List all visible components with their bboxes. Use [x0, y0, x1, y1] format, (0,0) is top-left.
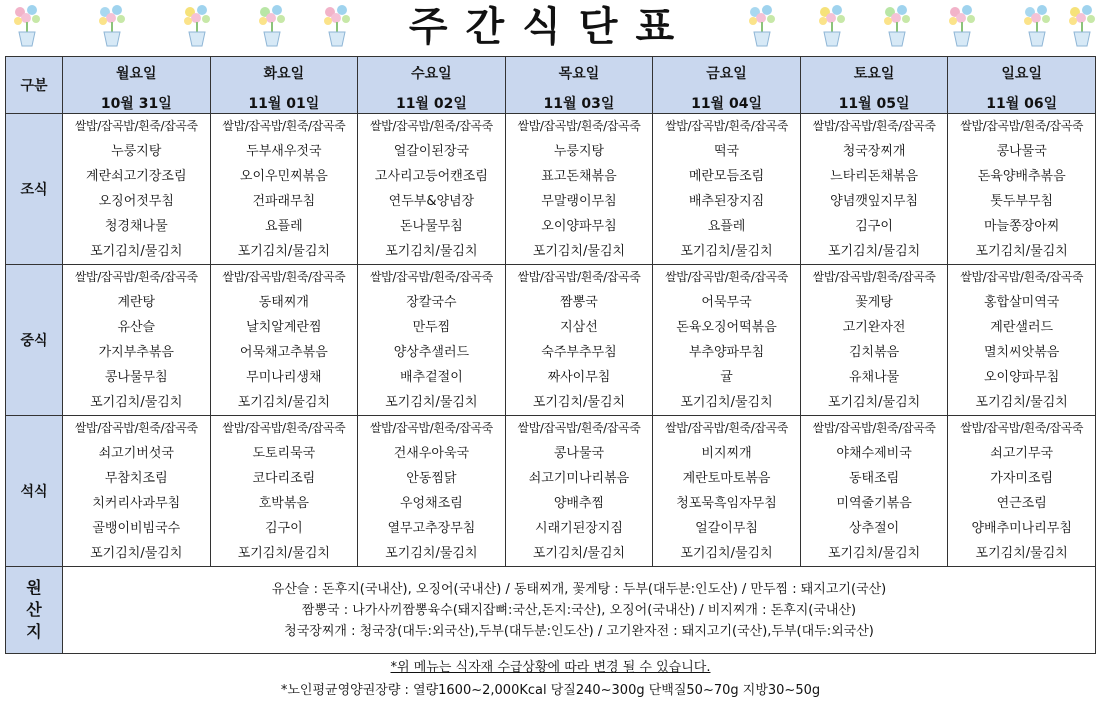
menu-item: 포기김치/물김치	[90, 546, 183, 561]
day-header	[505, 57, 653, 114]
menu-item: 오이우민찌볶음	[239, 169, 328, 184]
menu-item: 안동찜닭	[406, 471, 457, 486]
menu-item: 계란샐러드	[990, 320, 1054, 335]
day-name: 목요일	[558, 66, 600, 82]
menu-item: 쌀밥/잡곡밥/흰죽/잡곡죽	[517, 119, 641, 133]
weekly-menu-table	[5, 56, 1096, 654]
menu-item: 만두찜	[412, 320, 451, 335]
menu-item: 포기김치/물김치	[237, 395, 330, 410]
menu-item: 쌀밥/잡곡밥/흰죽/잡곡죽	[222, 421, 346, 435]
origin-info	[63, 567, 1096, 654]
menu-item: 도토리묵국	[252, 446, 316, 461]
menu-item: 짜사이무침	[547, 370, 611, 385]
menu-item: 포기김치/물김치	[385, 244, 478, 259]
menu-item: 우엉채조림	[400, 496, 463, 511]
flower-pot-icon	[10, 2, 44, 48]
menu-item: 호박볶음	[258, 496, 309, 511]
page-header	[0, 0, 1101, 54]
menu-item: 어묵무국	[701, 295, 752, 310]
menu-item: 멸치씨앗볶음	[984, 345, 1060, 360]
menu-item: 콩나물무침	[104, 370, 168, 385]
menu-item: 쌀밥/잡곡밥/흰죽/잡곡죽	[74, 421, 198, 435]
menu-item: 쌀밥/잡곡밥/흰죽/잡곡죽	[812, 119, 936, 133]
menu-item: 쌀밥/잡곡밥/흰죽/잡곡죽	[369, 119, 493, 133]
menu-item: 무참치조림	[104, 471, 168, 486]
day-date: 11월 02일	[395, 96, 467, 112]
menu-item: 쌀밥/잡곡밥/흰죽/잡곡죽	[665, 421, 788, 435]
meal-row	[6, 114, 1096, 265]
menu-item: 포기김치/물김치	[975, 546, 1068, 561]
menu-item: 날치알계란찜	[246, 320, 322, 335]
menu-item: 메란모듬조림	[688, 169, 765, 184]
day-date: 11월 06일	[986, 96, 1058, 112]
flower-pot-icon	[255, 2, 289, 48]
day-header	[63, 57, 211, 114]
menu-item: 비지찌개	[701, 446, 752, 461]
menu-item: 포기김치/물김치	[975, 244, 1068, 259]
menu-cell	[948, 416, 1096, 567]
menu-item: 얼갈이무침	[695, 521, 758, 536]
menu-item: 쇠고기미나리볶음	[528, 471, 630, 486]
day-date: 11월 05일	[838, 96, 910, 112]
menu-item: 쌀밥/잡곡밥/흰죽/잡곡죽	[960, 270, 1084, 284]
menu-item: 요플레	[265, 219, 303, 234]
day-name: 일요일	[1001, 66, 1042, 82]
menu-item: 포기김치/물김치	[680, 546, 773, 561]
menu-item: 쌀밥/잡곡밥/흰죽/잡곡죽	[517, 421, 641, 435]
origin-label-char: 지	[26, 622, 42, 641]
menu-item: 계란탕	[117, 295, 156, 310]
day-name: 수요일	[411, 66, 452, 82]
day-date: 10월 31일	[100, 96, 172, 112]
menu-item: 쌀밥/잡곡밥/흰죽/잡곡죽	[812, 421, 936, 435]
day-header	[800, 57, 948, 114]
menu-item: 오징어젓무침	[98, 194, 174, 209]
menu-item: 포기김치/물김치	[680, 244, 773, 259]
menu-cell	[653, 114, 801, 265]
menu-cell	[948, 265, 1096, 416]
menu-item: 쇠고기버섯국	[98, 446, 174, 461]
menu-item: 포기김치/물김치	[680, 395, 773, 410]
flower-pot-icon	[320, 2, 354, 48]
flower-pot-icon	[945, 2, 979, 48]
menu-cell	[63, 114, 211, 265]
menu-item: 동태찌개	[258, 295, 309, 310]
menu-cell	[358, 416, 506, 567]
menu-item: 계란쇠고기장조림	[86, 169, 187, 184]
menu-item: 유산슬	[117, 320, 156, 335]
menu-item: 포기김치/물김치	[237, 244, 330, 259]
flower-pot-icon	[1065, 2, 1099, 48]
menu-item: 오이양파무침	[541, 219, 617, 234]
menu-cell	[358, 265, 506, 416]
menu-item: 배추겉절이	[400, 370, 463, 385]
menu-item: 가지부추볶음	[98, 345, 174, 360]
menu-cell	[358, 114, 506, 265]
menu-item: 포기김치/물김치	[385, 395, 478, 410]
menu-item: 포기김치/물김치	[237, 546, 330, 561]
menu-item: 김치볶음	[848, 345, 900, 360]
menu-item: 쌀밥/잡곡밥/흰죽/잡곡죽	[74, 119, 198, 133]
menu-item: 돈나물무침	[400, 219, 463, 234]
menu-item: 쌀밥/잡곡밥/흰죽/잡곡죽	[517, 270, 641, 284]
menu-cell	[948, 114, 1096, 265]
menu-item: 양상추샐러드	[393, 345, 470, 360]
page-title: 주간식단표	[408, 4, 693, 50]
menu-cell	[210, 114, 358, 265]
menu-cell	[800, 416, 948, 567]
menu-item: 지삼선	[560, 320, 598, 335]
menu-item: 누룽지탕	[553, 144, 605, 159]
menu-item: 건새우아욱국	[393, 446, 470, 461]
menu-item: 양배추미나리무침	[971, 521, 1072, 536]
day-date: 11월 03일	[543, 96, 615, 112]
menu-item: 쌀밥/잡곡밥/흰죽/잡곡죽	[74, 270, 198, 284]
origin-line: 유산슬 : 돈후지(국내산), 오징어(국내산) / 동태찌개, 꽃게탕 : 두부(대두분:인도산) / 만두찜 : 돼지고기(국산)	[271, 581, 887, 597]
day-date: 11월 04일	[691, 96, 762, 112]
menu-cell	[505, 265, 653, 416]
menu-item: 표고돈채볶음	[541, 169, 617, 184]
menu-item: 시래기된장지짐	[535, 521, 623, 536]
menu-item: 김구이	[855, 219, 893, 234]
menu-item: 누룽지탕	[111, 144, 162, 159]
flower-pot-icon	[880, 2, 914, 48]
day-header	[653, 57, 801, 114]
menu-cell	[800, 114, 948, 265]
origin-line: 청국장찌개 : 청국장(대두:외국산),두부(대두분:인도산) / 고기완자전 : 돼지고기(국산),두부(대두:외국산)	[284, 623, 874, 639]
day-header	[358, 57, 506, 114]
menu-item: 콩나물국	[996, 144, 1047, 159]
menu-item: 떡국	[713, 144, 740, 159]
menu-change-notice: *위 메뉴는 식자재 수급상황에 따라 변경 될 수 있습니다.	[390, 660, 711, 675]
menu-cell	[653, 265, 801, 416]
menu-item: 무말랭이무침	[541, 194, 617, 209]
nutrition-guideline: *노인평균영양권장량 : 열량1600~2,000Kcal 당질240~300g 단백질50~70g 지방30~50g	[280, 683, 821, 698]
menu-item: 열무고추장무침	[387, 521, 476, 536]
menu-item: 요플레	[707, 219, 746, 234]
menu-cell	[800, 265, 948, 416]
menu-item: 꽃게탕	[855, 295, 893, 310]
origin-line: 짬뽕국 : 나가사끼짬뽕육수(돼지잡뼈:국산,돈지:국산), 오징어(국내산) / 비지찌개 : 돈후지(국내산)	[301, 602, 857, 618]
menu-item: 고기완자전	[842, 320, 906, 335]
menu-item: 치커리사과무침	[92, 496, 181, 511]
menu-item: 포기김치/물김치	[827, 546, 921, 561]
menu-item: 포기김치/물김치	[532, 244, 626, 259]
menu-item: 느타리돈채볶음	[830, 169, 919, 184]
menu-item: 코다리조림	[252, 471, 316, 486]
menu-item: 쌀밥/잡곡밥/흰죽/잡곡죽	[369, 421, 493, 435]
menu-item: 어묵채고추볶음	[239, 345, 328, 360]
menu-item: 쌀밥/잡곡밥/흰죽/잡곡죽	[960, 421, 1084, 435]
menu-cell	[210, 265, 358, 416]
meal-label: 석식	[6, 416, 63, 567]
menu-item: 청국장찌개	[842, 144, 906, 159]
menu-item: 장칼국수	[406, 295, 457, 310]
menu-item: 청경채나물	[104, 219, 168, 234]
menu-item: 포기김치/물김치	[975, 395, 1068, 410]
menu-item: 돈육양배추볶음	[977, 169, 1066, 184]
menu-item: 동태조림	[848, 471, 900, 486]
meal-row	[6, 265, 1096, 416]
origin-label	[6, 567, 63, 654]
menu-item: 계란토마토볶음	[682, 471, 771, 486]
menu-item: 짬뽕국	[560, 295, 598, 310]
menu-item: 유채나물	[848, 370, 900, 385]
menu-cell	[210, 416, 358, 567]
menu-item: 쌀밥/잡곡밥/흰죽/잡곡죽	[369, 270, 493, 284]
menu-item: 쌀밥/잡곡밥/흰죽/잡곡죽	[665, 270, 788, 284]
menu-item: 양배추찜	[553, 496, 605, 511]
menu-item: 돈육오징어떡볶음	[676, 320, 777, 335]
menu-item: 포기김치/물김치	[385, 546, 478, 561]
menu-item: 포기김치/물김치	[90, 395, 183, 410]
menu-cell	[63, 416, 211, 567]
day-date: 11월 01일	[248, 96, 320, 112]
menu-item: 야채수제비국	[836, 446, 912, 461]
menu-item: 김구이	[265, 521, 303, 536]
menu-item: 쌀밥/잡곡밥/흰죽/잡곡죽	[812, 270, 936, 284]
day-name: 토요일	[853, 66, 895, 82]
menu-item: 쌀밥/잡곡밥/흰죽/잡곡죽	[222, 119, 346, 133]
flower-pot-icon	[745, 2, 779, 48]
menu-item: 양념깻잎지무침	[830, 194, 919, 209]
corner-label: 구분	[6, 57, 63, 114]
day-header	[210, 57, 358, 114]
menu-item: 연근조림	[996, 496, 1047, 511]
origin-row	[6, 567, 1096, 654]
menu-item: 오이양파무침	[984, 370, 1060, 385]
meal-label: 조식	[6, 114, 63, 265]
menu-item: 배추된장지짐	[688, 194, 765, 209]
meal-row	[6, 416, 1096, 567]
menu-item: 쌀밥/잡곡밥/흰죽/잡곡죽	[665, 119, 788, 133]
menu-item: 귤	[720, 370, 733, 385]
menu-item: 상추절이	[848, 521, 900, 536]
menu-item: 가자미조림	[990, 471, 1054, 486]
menu-item: 두부새우젓국	[246, 144, 322, 159]
menu-item: 연두부&양념장	[388, 194, 475, 209]
day-name: 금요일	[706, 66, 747, 82]
menu-cell	[505, 114, 653, 265]
day-header	[948, 57, 1096, 114]
menu-item: 쌀밥/잡곡밥/흰죽/잡곡죽	[960, 119, 1084, 133]
menu-item: 고사리고등어캔조림	[374, 169, 488, 184]
menu-item: 홍합살미역국	[984, 295, 1060, 310]
day-name: 월요일	[115, 66, 157, 82]
flower-pot-icon	[815, 2, 849, 48]
day-header-row	[6, 57, 1096, 114]
origin-label-char: 원	[26, 578, 42, 597]
menu-item: 무미나리생채	[246, 370, 322, 385]
menu-cell	[653, 416, 801, 567]
menu-item: 포기김치/물김치	[532, 546, 626, 561]
flower-pot-icon	[95, 2, 129, 48]
menu-item: 골뱅이비빔국수	[92, 521, 181, 536]
menu-item: 청포묵흑임자무침	[676, 496, 777, 511]
menu-cell	[505, 416, 653, 567]
menu-item: 포기김치/물김치	[90, 244, 183, 259]
menu-item: 건파래무침	[252, 194, 316, 209]
menu-item: 부추양파무침	[688, 345, 765, 360]
menu-item: 마늘쫑장아찌	[984, 219, 1060, 234]
menu-item: 포기김치/물김치	[532, 395, 626, 410]
menu-item: 얼갈이된장국	[393, 144, 470, 159]
flower-pot-icon	[180, 2, 214, 48]
menu-item: 톳두부무침	[990, 194, 1054, 209]
menu-item: 미역줄기볶음	[836, 496, 912, 511]
origin-label-char: 산	[26, 600, 42, 619]
menu-item: 포기김치/물김치	[827, 395, 921, 410]
meal-label: 중식	[6, 265, 63, 416]
menu-item: 쌀밥/잡곡밥/흰죽/잡곡죽	[222, 270, 346, 284]
flower-pot-icon	[1020, 2, 1054, 48]
menu-item: 숙주부추무침	[541, 345, 617, 360]
menu-item: 쇠고기무국	[990, 446, 1054, 461]
day-name: 화요일	[263, 66, 305, 82]
menu-cell	[63, 265, 211, 416]
menu-item: 포기김치/물김치	[827, 244, 921, 259]
menu-item: 콩나물국	[553, 446, 605, 461]
